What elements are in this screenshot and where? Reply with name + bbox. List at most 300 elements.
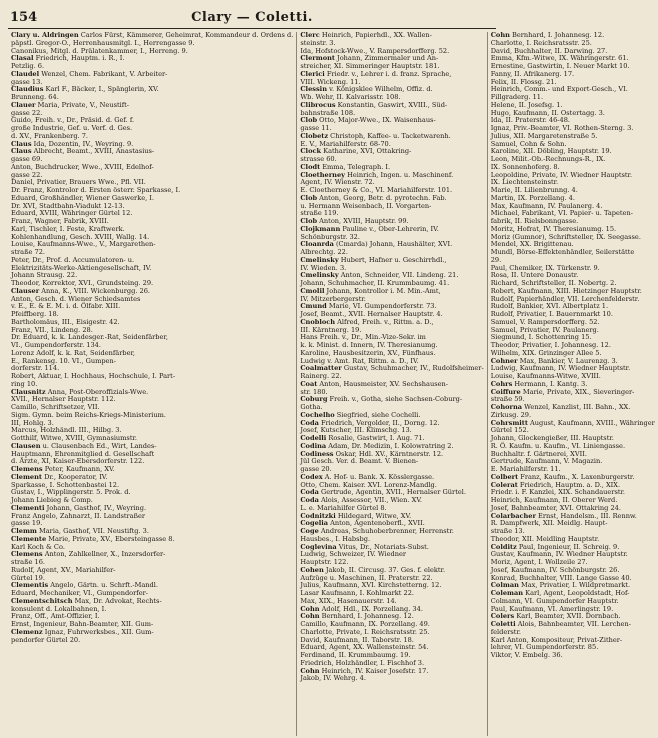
- entry-details: Rosa, II. Untere Donaustr.: [490, 271, 579, 280]
- entry-details: Daniel, Privatier, Brauers Wwe., Pfl. VII.: [11, 178, 146, 187]
- entry-details: Hauptstr. 122.: [300, 558, 349, 566]
- entry-surname: Cohn: [300, 612, 320, 621]
- entry-details: Hildegard, Witwe, XV.: [335, 511, 412, 520]
- entry-details: Karl Koch & Co.: [11, 542, 65, 551]
- entry-details: Lasar Kaufmann, I. Kohlmarkt 22.: [300, 589, 415, 597]
- entry-surname: Clojkmann: [300, 224, 341, 233]
- entry-details: Alois, Assessor, VII., Wien. XV.: [318, 496, 423, 504]
- entry-details: Dr. Franz, Kontrolor d. Ersten österr. Sparkasse, I.: [11, 186, 181, 194]
- entry-details: Elektrizitäts-Werke-Aktiengesellschaft, IV.: [11, 263, 152, 272]
- entry-details: Alois, Bahnbeamter, VII. Lerchen-: [515, 620, 631, 628]
- entry-details: Vitus, Dr., Notariats-Subst.: [336, 542, 429, 551]
- entry-details: k. k. Minist. d. Innern, IV. Theresianumg.: [300, 341, 438, 349]
- column-right: [488, 32, 658, 736]
- entry-surname: Clob: [300, 116, 318, 125]
- directory-entry: [11, 373, 293, 381]
- entry-details: Moriz (Gumnor), Schriftsteller, IX. Seegasse.: [490, 232, 641, 241]
- entry-details: v. E., E. & E. M. i. d. Ölfabr. XIII.: [11, 302, 121, 311]
- entry-details: Wb. Wehr, II. Kalvarisstr. 108.: [300, 93, 401, 101]
- entry-details: Emma, Kfm.-Witwe, IX. Währingerstr. 61.: [490, 54, 629, 63]
- entry-details: Maria, Private, V., Neustift-: [35, 100, 130, 109]
- entry-details: Mundl, Börse-Effektenhändler, Seilerstätte: [490, 248, 635, 256]
- entry-details: Anna, K., VIII. Wickenburgg. 26.: [39, 286, 151, 295]
- entry-details: Moritz, Hofrat, IV. Theresianumg. 15.: [490, 224, 617, 233]
- entry-details: Siegmund, I. Schottenring 15.: [490, 333, 592, 342]
- entry-surname: Cmelinsky: [300, 271, 339, 280]
- entry-details: gasse 22.: [11, 170, 43, 179]
- entry-surname: Clement: [11, 472, 42, 481]
- entry-surname: Cochelho: [300, 410, 335, 419]
- entry-details: Heinrich, Kaufmann, II. Oberer Werd.: [490, 496, 618, 504]
- entry-surname: Coletti: [490, 620, 516, 628]
- entry-details: Ignaz, Priv.-Beamter, VI. Rothen-Sterng. 3.: [490, 124, 634, 132]
- entry-details: Hauptmann, Ehrenmitglied d. Gesellschaft: [11, 449, 155, 458]
- entry-details: Paul, Chemiker, IX. Türkenstr. 9.: [490, 263, 600, 272]
- entry-surname: Clerici: [300, 69, 325, 78]
- entry-details: Pauline v., Ober-Lehrerin, IV.: [340, 224, 439, 233]
- entry-surname: Cohrs: [490, 379, 513, 388]
- entry-surname: Codelli: [300, 434, 327, 442]
- entry-surname: Clemens: [11, 465, 43, 473]
- entry-details: Max, Privatier, I. Wildpretmarkt.: [518, 581, 631, 590]
- entry-details: Otto, Major-Wwe., IX. Waisenhaus-: [317, 116, 436, 125]
- entry-details: Johann Liebieg & Comp.: [11, 496, 93, 504]
- entry-details: Adolf, Hdl., IX. Porzellang. 34.: [319, 604, 423, 613]
- entry-surname: Codnitzki: [300, 511, 336, 520]
- entry-details: Heinrich, Comm.- und Export-Gesch., VI.: [490, 85, 628, 94]
- entry-details: d. Ärzte, XI, Kaiser-Ebersdorferstr. 122.: [11, 457, 145, 466]
- entry-details: Gertrude, Agentin, XVII., Hernalser Gürtel.: [318, 488, 466, 497]
- entry-surname: Cnobloch: [300, 317, 336, 326]
- entry-details: Eduard, Agent, XX. Wallensteinstr. 54.: [300, 643, 429, 652]
- entry-details: Siegfried, siehe Cochelli.: [334, 410, 421, 419]
- entry-details: Franz, Off., Amt-Offizier, I.: [11, 612, 100, 621]
- entry-details: Gotthilf, Witwe, XVIII, Gymnasiumstr.: [11, 434, 137, 442]
- entry-details: Friedrich, Vergolder, II., Dorng. 12.: [318, 418, 440, 427]
- entry-details: gasse 20.: [300, 465, 332, 473]
- entry-details: Alfred, Freih. v., Rittm. a. D.,: [335, 317, 434, 326]
- entry-details: Friedr. v., Lehrer i. d. franz. Sprache,: [324, 69, 452, 78]
- entry-details: straße 13.: [490, 527, 525, 535]
- entry-surname: Clauer: [11, 100, 36, 109]
- column-left: [8, 32, 297, 736]
- entry-details: David, Kaufmann, II. Taborstr. 18.: [300, 635, 414, 644]
- entry-details: Anton, Buchdrucker, Wwe., XVIII, Edelhof-: [11, 162, 154, 171]
- directory-entry: [11, 567, 293, 575]
- entry-details: A. Hof- u. Bank. X. Kösslergasse.: [322, 472, 435, 481]
- entry-surname: Clermont: [300, 54, 335, 63]
- entry-details: Anton, Gesch. d. Wiener Schiedsamtes: [11, 294, 141, 303]
- entry-details: Ida, II. Praterstr. 46-48.: [490, 116, 571, 125]
- entry-surname: Codex: [300, 472, 323, 481]
- entry-details: Anna, Post-Oberoffizials-Wwe.: [45, 387, 149, 396]
- entry-details: Hans Freih. v., Dr., Min.-Vize-Sekr. im: [300, 333, 426, 342]
- column-middle: [297, 32, 487, 736]
- entry-surname: Clauser: [11, 286, 40, 295]
- entry-details: III, Hohlg. 3.: [11, 418, 54, 427]
- entry-details: Franz Angelo, Zahnarzt, II. Landstraßer: [11, 511, 146, 520]
- entry-details: Gertrude, Kaufmann, V. Magazin.: [490, 457, 603, 466]
- entry-details: Josef, Kutscher, III. Klimschg. 13.: [300, 426, 412, 435]
- entry-surname: Cloetherney: [300, 170, 345, 179]
- entry-surname: Coglevina: [300, 542, 337, 551]
- entry-details: Camillo, Schriftsetzer, VII.: [11, 403, 100, 411]
- entry-details: Theodor, XII. Meidling Hauptstr.: [490, 534, 600, 543]
- entry-details: IV. Wieden. 3.: [300, 263, 347, 272]
- entry-details: dorferstr. 114.: [11, 364, 60, 373]
- entry-details: VIII. Wickeng. 11.: [300, 77, 361, 86]
- entry-surname: Cohner: [490, 356, 518, 365]
- entry-details: E. Mariahilferstr. 11.: [490, 465, 561, 473]
- entry-details: Karl Anton, Kompositeur, Privat-Zither-: [490, 635, 623, 644]
- entry-details: Adam, Dr. Medizin, I. Kolowratring 2.: [326, 441, 454, 450]
- entry-surname: Coalmatter: [300, 364, 342, 373]
- entry-surname: Colers: [490, 612, 515, 621]
- entry-details: Albrechtg. 22.: [300, 248, 348, 256]
- entry-details: Josef, Beamt., XVII. Hernalser Hauptstr. 4.: [300, 310, 443, 318]
- entry-details: Marie, II. Lilienbrunng. 4.: [490, 186, 578, 194]
- entry-surname: Clobetz: [300, 131, 329, 140]
- entry-details: Bartholomäus, III., Eisigestr. 42.: [11, 317, 120, 326]
- directory-entry: [300, 396, 483, 404]
- entry-surname: Cloanrda: [300, 240, 334, 249]
- entry-details: Johann, Schuhmacher, II. Krummbaumg. 41.: [300, 279, 450, 287]
- entry-details: Colmann, VI. Gumpendorfer Hauptstr.: [490, 596, 619, 605]
- entry-details: Konrad, Buchhalter, VIII. Lange Gasse 40.: [490, 573, 632, 582]
- entry-surname: Colarbacher: [490, 511, 536, 520]
- entry-details: Petzlig. 6.: [11, 62, 45, 70]
- entry-details: Wilhelm, XIX. Grinzinger Allee 5.: [490, 348, 602, 357]
- entry-details: Theodor, Korrektor, XVI., Grundsteing. 29.: [11, 279, 154, 287]
- entry-details: Anton, XVIII, Hauptstr. 99.: [317, 217, 409, 225]
- entry-details: gasse 19.: [11, 519, 43, 528]
- entry-details: Helene, II. Josefsg. 1.: [490, 100, 563, 109]
- entry-details: str. 180.: [300, 387, 328, 396]
- entry-details: gasse 69.: [11, 155, 43, 163]
- entry-details: u. Hermann Weisenbach, II. Vorgarten-: [300, 201, 432, 210]
- entry-details: Marie, Private, XV., Ebersteingasse 8.: [46, 534, 175, 543]
- entry-details: straße 72.: [11, 248, 46, 256]
- directory-columns: [8, 31, 655, 736]
- entry-details: Marie, VI. Gumpendorferstr. 73.: [326, 302, 437, 311]
- entry-surname: Cohorna: [490, 403, 523, 411]
- entry-details: Michael, Fabrikant, VI. Papier- u. Tapeten-: [490, 209, 633, 218]
- entry-details: fabrik, II. Rielsbonngasse.: [490, 217, 579, 225]
- directory-entry: [11, 71, 293, 79]
- entry-details: Ludwig, Schweizer, IV. Wiedner: [300, 550, 407, 559]
- entry-details: Ida, Hofstock-Wwe., V. Rampersdorfferg. 52.: [300, 46, 450, 55]
- entry-surname: Claudius: [11, 85, 44, 94]
- entry-details: Gustav, I., Wipplingerstr. 5. Prok. d.: [11, 488, 131, 497]
- entry-details: Karl, Agent, Leopoldstadt, Hof-: [523, 589, 630, 597]
- entry-details: Louise, Kaufmanns-Witwe, XVIII.: [490, 372, 601, 380]
- entry-details: Hugo, Kaufmann, II. Ostertagg. 3.: [490, 108, 605, 117]
- entry-details: Friedrich, Holzhändler, I. Fischhof 3.: [300, 658, 425, 667]
- directory-entry: [491, 249, 655, 257]
- entry-details: Gustav, Kaufmann, IV. Wiedner Hauptstr.: [490, 550, 628, 559]
- entry-details: Oskar, Hdl. XV., Kärntnerstr. 12.: [333, 449, 444, 458]
- entry-surname: Cogelia: [300, 519, 329, 528]
- entry-details: Ferdinand, II. Krummbaumg. 19.: [300, 651, 411, 659]
- entry-details: Marcus, Holzhändl. III., Hilbg. 3.: [11, 426, 122, 435]
- entry-details: päpstl. Gregor-O., Herrenhausmitgl. I., Herrengasse 9.: [11, 38, 195, 47]
- entry-surname: Clob: [300, 193, 318, 202]
- entry-surname: Claudel: [11, 69, 40, 78]
- entry-details: Kohlenhandlung, Gesch. XVIII, Wallg. 14.: [11, 232, 150, 241]
- entry-surname: Coiffure: [490, 387, 521, 396]
- entry-details: Richard, Schriftsteller, II. Nobertg. 2.: [490, 279, 617, 287]
- entry-details: Guido, Freih. v., Dr., Präsid. d. Gef. f.: [11, 116, 135, 125]
- entry-details: lehrer, VI. Gumpendorferstr. 85.: [490, 643, 599, 652]
- entry-details: Ludwig v. Amt. Rat, Rittm. a. D., IV.: [300, 356, 419, 365]
- entry-details: Ignaz, Fuhrwerksbes., XII. Gum-: [42, 627, 154, 636]
- entry-details: d. XV., Frankenberg. 7.: [11, 131, 89, 140]
- entry-details: Freih. v., Gotha, siehe Sachsen-Coburg-: [327, 395, 463, 404]
- entry-details: Eduard, Mechaniker, VI., Gumpendorfer-: [11, 589, 149, 597]
- entry-details: Hubert, Hafner u. Geschirrhdl.,: [338, 255, 447, 264]
- entry-details: Jakob, II. Circusg. 37. Ges. f. elektr.: [323, 565, 446, 574]
- entry-surname: Coge: [300, 527, 319, 535]
- entry-surname: Cmund: [300, 302, 327, 311]
- entry-surname: Clibrocus: [300, 100, 336, 109]
- entry-details: Karoline, XII. Döbling, Hauptstr. 19.: [490, 147, 612, 156]
- entry-details: Agent, IV. Wienstr. 72.: [300, 178, 375, 187]
- entry-details: Anton, Agentenoberfl., XVII.: [328, 519, 425, 528]
- entry-details: Heinrich, IV. Kaiser Josefstr. 17.: [319, 666, 429, 675]
- entry-details: Fanny, II. Afrikanerg. 17.: [490, 69, 575, 78]
- entry-details: Friedr. i. F. Kanzlei, XIX. Schandauerstr.: [490, 488, 626, 497]
- entry-details: Ernestine, Gastwirtin, I. Neuer Markt 10.: [490, 62, 630, 70]
- entry-details: IV. Mitzerbergerstr.: [300, 294, 366, 303]
- entry-surname: Clementi: [11, 503, 45, 512]
- entry-details: steinstr. 3.: [300, 38, 336, 47]
- entry-surname: Coda: [300, 488, 319, 497]
- entry-details: Theodor, Privatier, I. Johannesg. 12.: [490, 341, 611, 349]
- entry-details: Johann, Glockengießer, III. Hauptstr.: [490, 434, 614, 442]
- entry-details: Peter, Dr., Prof. d. Accumulatoren- u.: [11, 255, 135, 264]
- entry-details: Anton, Hausmeister, XV. Sechshausen-: [317, 379, 448, 388]
- directory-entry: [11, 513, 293, 521]
- entry-details: straße 16.: [11, 558, 46, 566]
- entry-details: Dr. Eduard, k. k. Landesger.-Rat, Seidenfärber,: [11, 333, 168, 342]
- entry-details: Rudolf, Privatier, I. Bauernmarkt 10.: [490, 310, 613, 318]
- entry-details: Anton, Zahlkellner, X., Inzersdorfer-: [42, 550, 166, 559]
- entry-details: Mendel, XX. Brigittenau.: [490, 240, 574, 249]
- entry-surname: Colbert: [490, 472, 519, 481]
- entry-surname: Cmolil: [300, 286, 325, 295]
- entry-details: David, Buchhalter, II. Darwing. 27.: [490, 46, 608, 55]
- entry-details: Canonikus, Mitgl. d. Prälatenkammer, I., Herreng. 9.: [11, 46, 188, 55]
- entry-surname: Cohn: [300, 666, 320, 675]
- entry-surname: Clausnitz: [11, 387, 46, 396]
- entry-details: Jakob, IV. Wehrg. 4.: [300, 674, 366, 683]
- running-title: Clary — Coletti.: [191, 10, 313, 25]
- entry-details: Rudolf, Papierhändler, VII. Lerchenfelderstr.: [490, 294, 640, 303]
- entry-details: Andreas, Schuhoberbrenner, Herrenstr.: [318, 527, 454, 535]
- entry-details: Gustav, Schuhmacher, IV., Rudolfsheimer-: [341, 364, 484, 373]
- entry-surname: Colerat: [490, 480, 518, 489]
- entry-surname: Claus: [11, 139, 32, 148]
- entry-details: Karl, Beamter, XVII. Dornbach.: [514, 612, 621, 621]
- entry-surname: Clodt: [300, 162, 321, 171]
- entry-details: Charlotte, I. Reichsratsstr. 25.: [490, 38, 592, 47]
- entry-details: Eduard, Großhändler, Wiener Gaswerke, I.: [11, 193, 154, 202]
- directory-entry: [11, 55, 293, 63]
- entry-details: Johann, Kontrollor i. M. Min.-Amt,: [324, 286, 441, 295]
- entry-details: III. Kärntnerg. 19.: [300, 325, 362, 334]
- entry-details: Max, Bankier, V. Laurenzg. 3.: [517, 356, 618, 365]
- entry-details: Anton, Schneider, VII. Lindeng. 21.: [338, 271, 459, 280]
- entry-details: Camillo, Kaufmann, IX. Porzellang. 49.: [300, 620, 430, 628]
- entry-details: Heinrich, Ingen. u. Maschinenf.: [345, 170, 454, 179]
- entry-details: Emma, Telegraph. I.: [320, 162, 391, 171]
- entry-surname: Cohen: [300, 565, 324, 574]
- entry-details: Robert, Aktuar, I. Hochhaus, Hochschule, I. Part-: [11, 372, 176, 380]
- entry-details: Robert, Kaufmann, XIII. Hietzinger Hauptstr.: [490, 286, 642, 295]
- entry-details: Moriz, Agent, I. Wollzeile 27.: [490, 558, 588, 566]
- entry-details: VI., Gumpendorferstr. 134.: [11, 341, 101, 349]
- entry-details: Karl F., Bäcker, I., Spänglerin, XV.: [43, 85, 159, 94]
- entry-details: Karl, Tischler, I. Feste, Kraftwerk.: [11, 224, 125, 233]
- directory-entry: [11, 164, 293, 172]
- directory-entry: [11, 148, 293, 156]
- entry-details: große Industrie, Gef. u. Verf. d. Ges.: [11, 124, 133, 132]
- entry-details: Paul, Ingenieur, II. Schreig. 9.: [516, 542, 620, 551]
- entry-details: Martin, IX. Porzellang. 4.: [490, 193, 575, 202]
- entry-surname: Coda: [300, 418, 319, 427]
- directory-entry: [11, 637, 293, 645]
- entry-surname: Claus: [11, 147, 32, 156]
- entry-details: R. Dampfwerk, XII. Meidlg. Haupt-: [490, 519, 608, 528]
- entry-details: Lorenz Adolf, k. k. Rat, Seidenfärber,: [11, 348, 136, 357]
- entry-details: Franz, Wagner, Fabrik, XVIII.: [11, 217, 109, 225]
- entry-details: gasse 11.: [300, 124, 332, 132]
- entry-details: Bernhard, I. Johannesg. 12.: [509, 31, 605, 39]
- entry-details: Bernhard, I. Johannesg. 12.: [319, 612, 414, 621]
- entry-details: E. Cloetherney & Co., VI. Mariahilferstr. 101.: [300, 186, 453, 194]
- entry-details: pendorfer Gürtel 20.: [11, 635, 81, 644]
- entry-details: gasse 22.: [11, 108, 43, 117]
- entry-surname: Clementschitsch: [11, 596, 73, 605]
- entry-details: Aufzüge u. Maschinen, II. Praterstr. 22.: [300, 573, 433, 582]
- entry-details: E. V., Mariahilferstr. 68-70.: [300, 139, 391, 148]
- entry-details: Viktor, V. Embelg. 36.: [490, 651, 563, 659]
- directory-entry: [11, 551, 293, 559]
- entry-details: Jül Gesch. Ver. d. Beamt. V. Bienen-: [300, 457, 419, 466]
- entry-details: Buchhaltr. f. Gärtnerei, XVII.: [490, 449, 587, 458]
- entry-surname: Clerc: [300, 31, 320, 39]
- entry-surname: Clemens: [11, 550, 43, 559]
- entry-details: Albrecht, Beamt., XVIII, Anastasius-: [31, 147, 155, 156]
- entry-details: Wenzel, Chem. Fabrikant, V. Arbeiter-: [39, 69, 168, 78]
- entry-details: Hausbes., I. Habsbg.: [300, 534, 371, 543]
- entry-details: Max, XIX., Hasenauerstr. 14.: [300, 596, 397, 605]
- entry-details: Max, Kaufmann, IV. Paulanerg. 4.: [490, 201, 603, 210]
- entry-details: konsulent d. Lokalbahnen, I.: [11, 604, 107, 613]
- entry-details: Felix, II. Flossg. 21.: [490, 77, 557, 86]
- entry-details: Josef, Kaufmann, IV. Schönburgstr. 26.: [490, 565, 620, 574]
- entry-details: R. Ö. Kaufm. u. Kaufm., VI. Liniengasse.: [490, 441, 626, 450]
- entry-surname: Clessin: [300, 85, 327, 94]
- entry-details: gasse 13.: [11, 77, 43, 86]
- directory-entry: [491, 652, 655, 660]
- entry-details: Hermann, I. Kantg. 3.: [512, 379, 588, 388]
- entry-surname: Coleman: [490, 589, 524, 597]
- entry-details: Leon, Milit.-Ob.-Rechnungs-R., IX.: [490, 155, 606, 163]
- entry-details: Maria, Gasthof, VII. Neustiftg. 3.: [36, 527, 149, 535]
- entry-details: Julius, XII. Margaretenstraße 5.: [490, 131, 598, 140]
- entry-details: Sigm. Gymn. beim Reichs-Kriegs-Ministerium.: [11, 410, 167, 419]
- directory-entry: [11, 102, 293, 110]
- entry-details: XVII., Hernalser Hauptstr. 112.: [11, 395, 116, 404]
- entry-details: Samuel, Cohn & Sohn.: [490, 139, 567, 148]
- entry-surname: Clary u. Aldringen: [11, 31, 79, 39]
- entry-details: Konstantin, Gaswirt, XVIII., Süd-: [335, 100, 448, 109]
- entry-details: Schönburgstr. 32.: [300, 232, 360, 241]
- directory-entry: [300, 381, 483, 389]
- entry-details: Louise, Kaufmanns-Wwe., V., Margarethen-: [11, 240, 156, 249]
- entry-surname: Clock: [300, 147, 322, 156]
- entry-details: Leopoldine, Private, IV. Wiedner Hauptstr.: [490, 170, 633, 179]
- entry-details: L. e. Mariahilfer Gürtel 8.: [300, 503, 387, 512]
- entry-details: Heinrich, Papierhdl., XX. Wallen-: [319, 31, 432, 39]
- entry-details: streicher, XI. Simmeringer Hauptstr. 181.: [300, 62, 440, 70]
- entry-details: Ida, Dozentin, IV., Weyring. 9.: [31, 139, 134, 148]
- entry-details: Angelo, Gärtn. u. Schrft.-Mandl.: [48, 581, 158, 590]
- entry-details: straße 59.: [490, 395, 525, 404]
- entry-details: Rudolf, Bankier, XVI. Albertplatz 1.: [490, 302, 609, 311]
- entry-details: Ludwig, Kaufmann, IV. Wiedner Hauptstr.: [490, 364, 631, 373]
- entry-details: strasse 60.: [300, 155, 337, 163]
- entry-details: Pfeiffberg. 18.: [11, 310, 59, 318]
- entry-details: Franz, VII., Lindeng. 28.: [11, 325, 93, 334]
- entry-details: Josef, Bahnbeamter, XVI. Ottakring 24.: [490, 503, 621, 512]
- entry-details: (Cmarda) Johann, Haushälter, XVI.: [333, 240, 453, 249]
- page-header: [8, 6, 496, 29]
- entry-details: v. Königsklee Wilhelm, Offiz. d.: [326, 85, 433, 94]
- entry-surname: Colditz: [490, 542, 517, 551]
- entry-details: Katharine, XVI, Ottakring-: [321, 147, 412, 156]
- entry-surname: Cohn: [300, 604, 320, 613]
- entry-surname: Clemente: [11, 534, 47, 543]
- entry-surname: Coat: [300, 379, 318, 388]
- entry-details: bahnstraße 108.: [300, 108, 356, 117]
- entry-surname: Colman: [490, 581, 519, 590]
- entry-details: Marie, Private, XIX., Sieveringer-: [520, 387, 635, 396]
- entry-details: Gürtel 152.: [490, 426, 529, 435]
- entry-surname: Cohrsmitt: [490, 418, 528, 427]
- entry-surname: Codina: [300, 441, 327, 450]
- entry-details: Gürtel 19.: [11, 573, 45, 582]
- entry-surname: Coda: [300, 496, 319, 504]
- entry-details: Friedrich, Hauptm. i. R., I.: [33, 54, 125, 63]
- entry-details: straße 119.: [300, 209, 339, 218]
- entry-details: E., Rankensg. 10. VI., Gumpen-: [11, 356, 116, 365]
- entry-details: Rudolf, Agent, XV., Mariahilfer-: [11, 565, 116, 574]
- entry-details: Dr. XVI, Stadtbahn-Viadukt 12-13.: [11, 201, 125, 210]
- entry-surname: Cmelinsky: [300, 255, 339, 264]
- entry-details: ring 10.: [11, 379, 38, 388]
- entry-surname: Coburg: [300, 395, 328, 404]
- entry-surname: Clemm: [11, 527, 37, 535]
- page-number: 154: [10, 10, 38, 25]
- entry-details: Julius, Kaufmann, XVI. Kirchstetterng. 12.: [300, 581, 442, 590]
- entry-details: Franz, Kaufm., X. Laxenburgerstr.: [518, 472, 635, 481]
- entry-details: Samuel, V. Rampersdorfferg. 52.: [490, 317, 600, 326]
- entry-details: IX. Liechtensteinstr.: [490, 178, 559, 187]
- entry-details: Fillgraderg. 11.: [490, 93, 544, 101]
- entry-details: Ernst, Handelsm., III. Rennw.: [535, 511, 637, 520]
